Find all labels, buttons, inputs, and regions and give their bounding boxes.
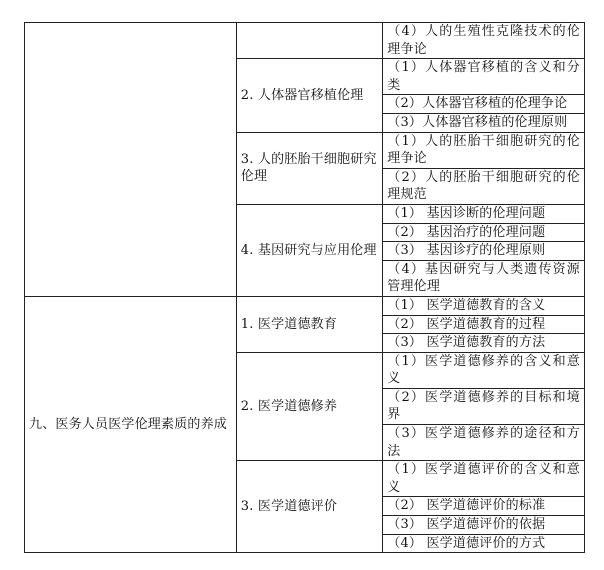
item-cell: （1）人的胚胎干细胞研究的伦理争论 — [383, 132, 585, 168]
section-title-cell — [25, 23, 237, 297]
item-cell: （4） 医学道德评价的方式 — [383, 534, 585, 553]
item-cell: （3）医学道德修养的途径和方法 — [383, 425, 585, 461]
item-cell: （4）人的生殖性克隆技术的伦理争论 — [383, 23, 585, 59]
topic-title-cell: 1. 医学道德教育 — [236, 296, 383, 352]
item-cell: （1）人体器官移植的含义和分类 — [383, 59, 585, 95]
item-cell: （1） 基因诊断的伦理问题 — [383, 204, 585, 223]
syllabus-table-body — [25, 23, 585, 553]
item-cell: （4）基因研究与人类遗传资源管理伦理 — [383, 260, 585, 296]
item-cell: （2） 医学道德教育的过程 — [383, 315, 585, 334]
item-cell: （1）医学道德修养的含义和意义 — [383, 352, 585, 388]
syllabus-table — [24, 22, 585, 553]
topic-title-cell: 4. 基因研究与应用伦理 — [236, 204, 383, 296]
item-cell: （2） 医学道德评价的标准 — [383, 497, 585, 516]
topic-title-cell: 3. 医学道德评价 — [236, 461, 383, 553]
topic-title-cell: 2. 人体器官移植伦理 — [236, 59, 383, 132]
item-cell: （3）人体器官移植的伦理原则 — [383, 113, 585, 132]
item-cell: （3） 基因诊疗的伦理原则 — [383, 242, 585, 261]
item-cell: （1）医学道德评价的含义和意义 — [383, 461, 585, 497]
item-cell: （2）人的胚胎干细胞研究的伦理规范 — [383, 168, 585, 204]
topic-title-cell — [236, 23, 383, 59]
table-row — [25, 296, 585, 315]
topic-title-cell: 3. 人的胚胎干细胞研究伦理 — [236, 132, 383, 204]
item-cell: （3） 医学道德教育的方法 — [383, 334, 585, 353]
item-cell: （3） 医学道德评价的依据 — [383, 516, 585, 535]
item-cell: （1） 医学道德教育的含义 — [383, 296, 585, 315]
item-cell: （2） 基因治疗的伦理问题 — [383, 223, 585, 242]
item-cell: （2）医学道德修养的目标和境界 — [383, 388, 585, 424]
topic-title-cell: 2. 医学道德修养 — [236, 352, 383, 461]
table-row — [25, 23, 585, 59]
item-cell: （2）人体器官移植的伦理争论 — [383, 95, 585, 114]
section-title-cell: 九、医务人员医学伦理素质的养成 — [25, 296, 237, 552]
